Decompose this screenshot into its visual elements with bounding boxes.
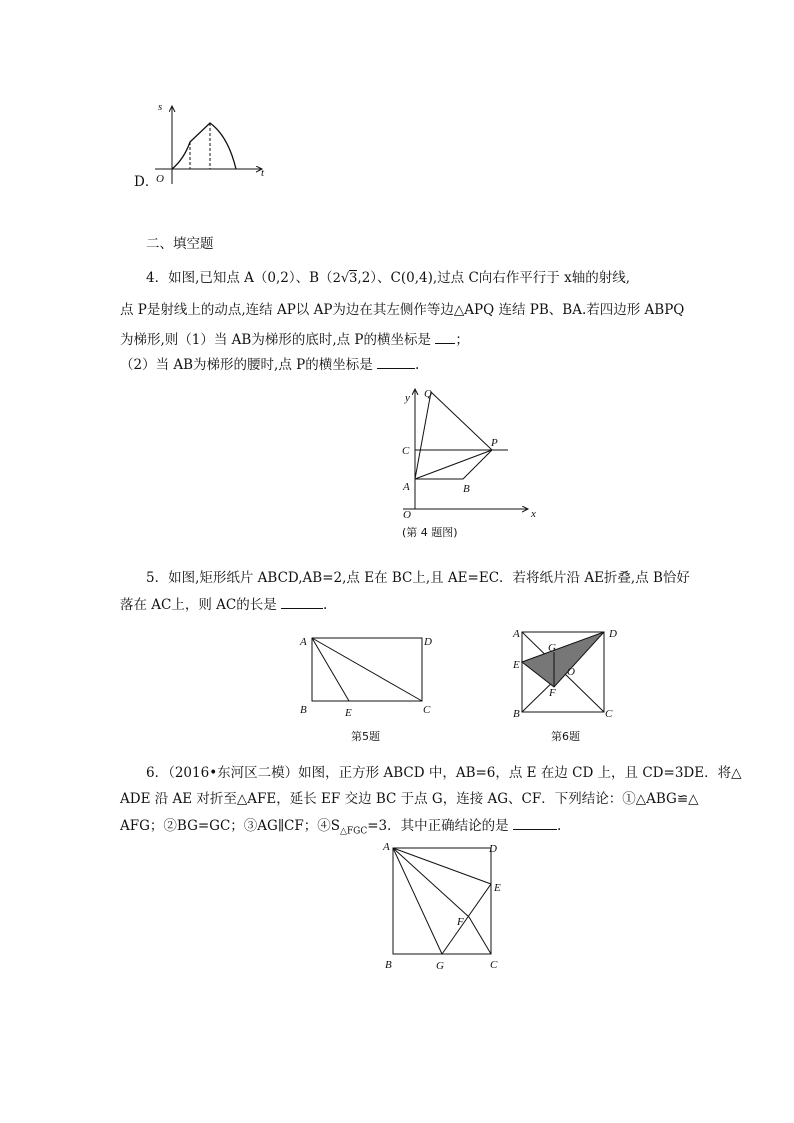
q4-line1-b: ,2）、C(0,4),过点 C向右作平行于 x轴的射线, <box>357 270 630 286</box>
q6-line3-end: . <box>556 818 562 834</box>
q4-label-b: B <box>463 483 470 495</box>
option-d-graph <box>150 96 275 191</box>
q5-label-e: E <box>345 707 352 719</box>
q4-quad-abpq <box>415 392 492 479</box>
q5-label-b: B <box>300 704 307 716</box>
q4-segment-ap <box>415 450 492 479</box>
q6-line2: ADE 沿 AE 对折至△AFE，延长 EF 交边 BC 于点 G，连接 AG、CF．下列结论：①△ABG≌△ <box>120 791 699 807</box>
q4-line4 <box>120 354 419 375</box>
q6s-label-a: A <box>513 628 520 640</box>
s-t-curve <box>172 123 236 169</box>
q6-square-abcd <box>393 848 491 954</box>
q5-label-d: D <box>424 636 432 648</box>
q6s-label-o: O <box>567 666 575 678</box>
q5-figure <box>296 628 446 722</box>
q6-label-a: A <box>383 841 390 853</box>
q6-label-g: G <box>436 960 444 972</box>
q4-line1-a: 4．如图,已知点 A（0,2）、B（ <box>146 270 333 286</box>
q4-label-x: x <box>531 508 536 520</box>
q6s-label-d: D <box>609 628 617 640</box>
q6s-label-f: F <box>549 687 556 699</box>
q4-line3 <box>120 329 469 350</box>
q6s-label-c: C <box>605 708 613 720</box>
q4-label-y: y <box>405 392 410 404</box>
q6-label-d: D <box>489 843 497 855</box>
q5-label-a: A <box>300 636 307 648</box>
q6-line3-sub: △FGC <box>340 826 368 837</box>
origin-label: O <box>156 173 164 185</box>
q4-sqrt-val: 3 <box>349 271 358 286</box>
q6s-label-b: B <box>513 708 520 720</box>
q5-segment-ae <box>312 638 349 701</box>
q5-caption: 第5题 <box>351 730 380 743</box>
q6-small-figure <box>508 624 624 722</box>
q4-sqrt <box>333 270 358 286</box>
q6-label-c: C <box>490 959 498 971</box>
section-title: 二、填空题 <box>146 236 214 252</box>
q6-segment-fc <box>469 917 491 954</box>
q4-label-o: O <box>403 509 411 521</box>
t-axis-label: t <box>261 167 265 179</box>
q6-answer-blank[interactable] <box>513 815 557 830</box>
q6-label-e: E <box>494 882 501 894</box>
q6s-label-g: G <box>548 642 556 654</box>
q4-line4-text: （2）当 AB为梯形的腰时,点 P的横坐标是 <box>120 357 373 373</box>
s-axis-label: s <box>158 101 163 113</box>
q4-label-a: A <box>403 481 410 493</box>
q4-sqrt-coef: 2 <box>332 271 341 286</box>
q6-segment-af <box>393 848 469 917</box>
q5-line2-text: 落在 AC上，则 AC的长是 <box>120 597 277 613</box>
q6-small-caption: 第6题 <box>551 730 580 743</box>
q4-line3-end: ； <box>455 332 469 348</box>
q4-caption: (第 4 题图) <box>402 526 458 539</box>
q5-segment-ac <box>312 638 422 701</box>
q4-line3-text: 为梯形,则（1）当 AB为梯形的底时,点 P的横坐标是 <box>120 332 432 348</box>
q6-label-b: B <box>385 959 392 971</box>
q4-line2: 点 P是射线上的动点,连结 AP以 AP为边在其左侧作等边△APQ 连结 PB、BA.若四边形 ABPQ <box>120 302 685 318</box>
q5-line1: 5．如图,矩形纸片 ABCD,AB=2,点 E在 BC上,且 AE=EC．若将纸片沿 AE折叠,点 B恰好 <box>146 570 690 586</box>
q6-line3-a: AFG；②BG=GC；③AG∥CF；④S <box>120 818 340 834</box>
q6-line3-b: =3．其中正确结论的是 <box>367 818 509 834</box>
q4-label-q: Q <box>424 388 432 400</box>
q6-segment-ae <box>393 848 491 884</box>
q6-line1: 6．（2016•东河区二模）如图，正方形 ABCD 中，AB=6，点 E 在边 CD 上，且 CD=3DE．将△ <box>146 765 742 781</box>
q4-figure <box>395 383 545 521</box>
q6-segment-ag <box>393 848 442 954</box>
q4-answer-1-blank[interactable] <box>435 329 455 344</box>
q4-label-p: P <box>491 437 498 449</box>
q6-label-f: F <box>457 916 464 928</box>
q6s-shaded-triangle <box>522 632 604 687</box>
q5-line2 <box>120 594 327 615</box>
q6-figure <box>380 838 510 974</box>
option-d-label: D． <box>134 174 159 190</box>
q4-line1 <box>146 268 630 289</box>
q4-line4-end: . <box>415 357 420 373</box>
q5-answer-blank[interactable] <box>281 594 323 609</box>
q6-segment-eg <box>442 884 491 954</box>
q5-line2-end: . <box>323 597 328 613</box>
sqrt-sign: √ <box>340 271 350 286</box>
q5-label-c: C <box>423 704 431 716</box>
q6s-label-e: E <box>513 659 520 671</box>
q4-label-c: C <box>402 445 410 457</box>
q4-answer-2-blank[interactable] <box>377 354 415 369</box>
